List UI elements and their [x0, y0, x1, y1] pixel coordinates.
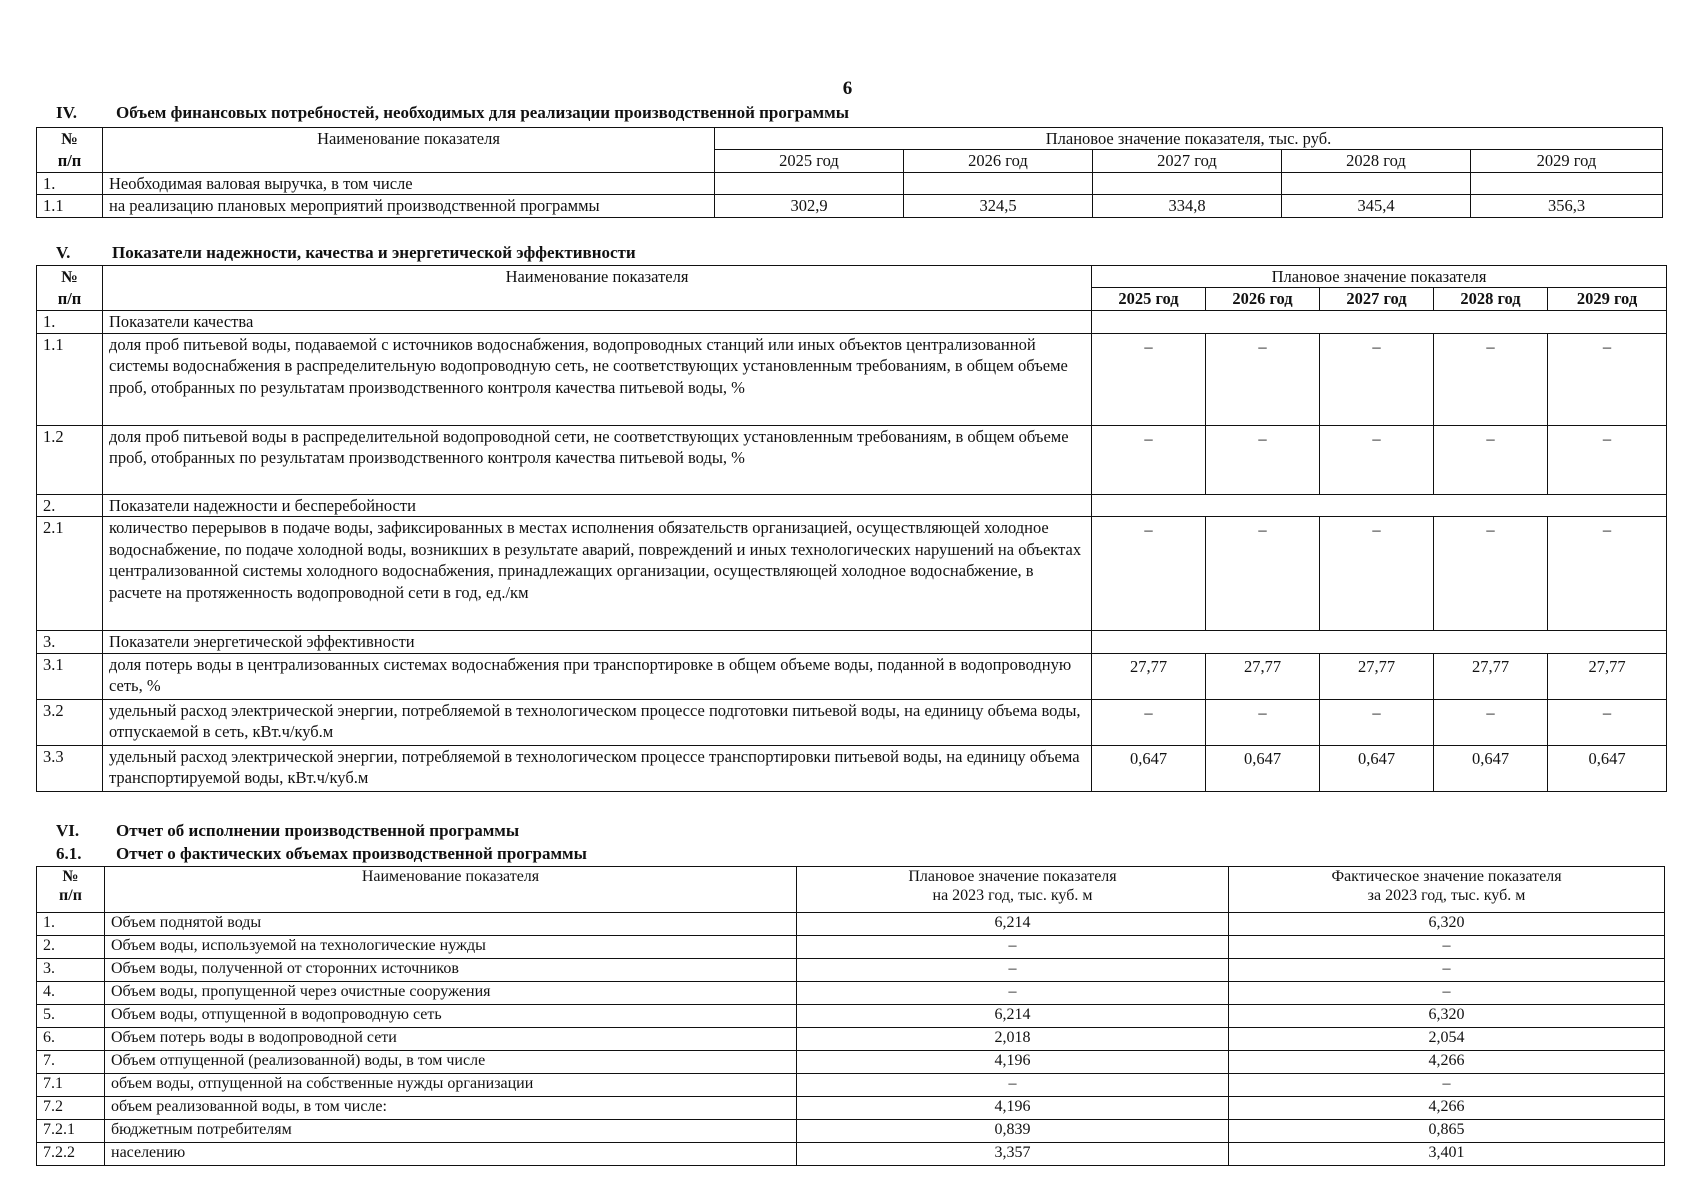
row-name: населению — [105, 1143, 797, 1166]
row-value: – — [1206, 699, 1320, 745]
row-fact: – — [1229, 1074, 1665, 1097]
table-row — [37, 1051, 1665, 1074]
row-value: – — [1434, 333, 1548, 425]
row-name: на реализацию плановых мероприятий производственной программы — [103, 195, 715, 217]
row-plan: 6,214 — [797, 913, 1229, 936]
row-value: – — [1320, 333, 1434, 425]
row-number: 7.2 — [37, 1097, 105, 1120]
table-row — [37, 425, 1667, 494]
table-group-row — [37, 494, 1667, 516]
row-fact: 6,320 — [1229, 913, 1665, 936]
row-number: 1.2 — [37, 425, 103, 494]
row-fact: 4,266 — [1229, 1051, 1665, 1074]
row-name: доля проб питьевой воды, подаваемой с источников водоснабжения, водопроводных станций или иных объектов централизованной системы водоснабжения в распределительную водопроводную сеть, не соответствующих установленным требованиям, в общем объеме проб, отобранных по результатам производственного контроля качества питьевой воды, % — [103, 333, 1092, 425]
col-plan-header — [797, 867, 1229, 913]
col-plan-header-line-2: на 2023 год, тыс. куб. м — [932, 887, 1093, 905]
col-num-header-2: п/п — [37, 150, 103, 172]
row-value: 27,77 — [1434, 653, 1548, 699]
table-row — [37, 1005, 1665, 1028]
section-4-title: Объем финансовых потребностей, необходимых для реализации производственной программы — [116, 103, 849, 122]
row-name: Объем воды, пропущенной через очистные сооружения — [105, 982, 797, 1005]
table-row — [37, 982, 1665, 1005]
table-row — [37, 1074, 1665, 1097]
row-number: 2. — [37, 936, 105, 959]
row-name: бюджетным потребителям — [105, 1120, 797, 1143]
row-value: 334,8 — [1093, 195, 1282, 217]
year-header: 2029 год — [1548, 288, 1667, 311]
row-number: 2.1 — [37, 517, 103, 631]
group-empty-cell — [1092, 494, 1667, 516]
row-name: доля проб питьевой воды в распределительной водопроводной сети, не соответствующих установленным требованиям, в общем объеме проб, отобранных по результатам производственного контроля качества питьевой воды, % — [103, 425, 1092, 494]
row-plan: 2,018 — [797, 1028, 1229, 1051]
row-value: 302,9 — [715, 195, 904, 217]
row-value: 356,3 — [1471, 195, 1663, 217]
row-name: Необходимая валовая выручка, в том числе — [103, 172, 715, 194]
row-value: – — [1092, 699, 1206, 745]
row-fact: – — [1229, 936, 1665, 959]
row-fact: 2,054 — [1229, 1028, 1665, 1051]
reliability-table — [36, 265, 1667, 792]
row-fact: 4,266 — [1229, 1097, 1665, 1120]
table-row — [37, 959, 1665, 982]
page-number: 6 — [842, 78, 853, 99]
row-fact: – — [1229, 982, 1665, 1005]
row-value: 27,77 — [1320, 653, 1434, 699]
row-fact: 3,401 — [1229, 1143, 1665, 1166]
row-value: 27,77 — [1092, 653, 1206, 699]
row-value: 345,4 — [1282, 195, 1471, 217]
row-name: Объем потерь воды в водопроводной сети — [105, 1028, 797, 1051]
row-value: – — [1548, 699, 1667, 745]
section-6-1-number: 6.1. — [56, 844, 82, 863]
row-value: 0,647 — [1320, 745, 1434, 791]
row-fact: 6,320 — [1229, 1005, 1665, 1028]
row-plan: 4,196 — [797, 1097, 1229, 1120]
col-name-header-empty — [103, 150, 715, 172]
actual-volumes-table — [36, 866, 1665, 1166]
row-number: 5. — [37, 1005, 105, 1028]
row-number: 7.1 — [37, 1074, 105, 1097]
row-plan: 4,196 — [797, 1051, 1229, 1074]
year-header: 2026 год — [904, 150, 1093, 172]
row-value: 0,647 — [1434, 745, 1548, 791]
year-header: 2027 год — [1320, 288, 1434, 311]
table-group-row — [37, 631, 1667, 653]
table-row — [37, 745, 1667, 791]
col-num-header-line-2: п/п — [59, 887, 82, 905]
row-value: – — [1092, 333, 1206, 425]
table-row — [37, 517, 1667, 631]
row-value: – — [1548, 333, 1667, 425]
row-value: – — [1092, 517, 1206, 631]
row-number: 1.1 — [37, 333, 103, 425]
year-header: 2025 год — [715, 150, 904, 172]
row-number: 1. — [37, 172, 103, 194]
row-value: 0,647 — [1092, 745, 1206, 791]
financial-needs-table — [36, 127, 1663, 218]
row-value: 0,647 — [1206, 745, 1320, 791]
row-name: Объем воды, полученной от сторонних источников — [105, 959, 797, 982]
row-value: – — [1434, 517, 1548, 631]
table-row — [37, 653, 1667, 699]
row-name: Показатели качества — [103, 311, 1092, 333]
row-value — [904, 172, 1093, 194]
row-name: Объем поднятой воды — [105, 913, 797, 936]
section-6-1-heading — [56, 844, 587, 864]
row-value — [1471, 172, 1663, 194]
row-number: 1. — [37, 311, 103, 333]
row-value: – — [1320, 699, 1434, 745]
row-plan: – — [797, 959, 1229, 982]
col-fact-header-line-2: за 2023 год, тыс. куб. м — [1367, 887, 1526, 905]
table-row — [37, 172, 1663, 194]
section-5-heading — [56, 243, 636, 263]
row-name: количество перерывов в подаче воды, зафиксированных в местах исполнения обязательств организацией, осуществляющей холодное водоснабжение, по подаче холодной воды, возникших в результате аварий, повреждений и иных технологических нарушений на объектах централизованной системы холодного водоснабжения, принадлежащих организации, осуществляющей холодное водоснабжение, в расчете на протяженность водопроводной сети в год, ед./км — [103, 517, 1092, 631]
table-row — [37, 1120, 1665, 1143]
row-value: 0,647 — [1548, 745, 1667, 791]
year-header: 2028 год — [1282, 150, 1471, 172]
row-number: 7.2.2 — [37, 1143, 105, 1166]
section-6-title: Отчет об исполнении производственной программы — [116, 821, 520, 840]
row-name: Объем воды, отпущенной в водопроводную сеть — [105, 1005, 797, 1028]
col-num-header: № — [37, 266, 103, 288]
row-number: 3. — [37, 959, 105, 982]
row-value: – — [1548, 425, 1667, 494]
col-name-header: Наименование показателя — [103, 266, 1092, 288]
section-5-title: Показатели надежности, качества и энергетической эффективности — [112, 243, 636, 262]
section-6-1-title: Отчет о фактических объемах производственной программы — [116, 844, 587, 863]
row-number: 7.2.1 — [37, 1120, 105, 1143]
section-6-heading — [56, 821, 520, 841]
row-number: 1. — [37, 913, 105, 936]
row-name: Объем отпущенной (реализованной) воды, в том числе — [105, 1051, 797, 1074]
row-value — [1093, 172, 1282, 194]
row-fact: 0,865 — [1229, 1120, 1665, 1143]
row-fact: – — [1229, 959, 1665, 982]
col-num-header-line-1: № — [62, 868, 79, 885]
row-value: – — [1092, 425, 1206, 494]
row-number: 2. — [37, 494, 103, 516]
row-value: – — [1320, 425, 1434, 494]
row-name: Объем воды, используемой на технологические нужды — [105, 936, 797, 959]
table-row — [37, 1143, 1665, 1166]
col-fact-header-line-1: Фактическое значение показателя — [1331, 868, 1562, 885]
group-empty-cell — [1092, 311, 1667, 333]
row-number: 4. — [37, 982, 105, 1005]
col-plan-header-line-1: Плановое значение показателя — [908, 868, 1117, 885]
row-name: доля потерь воды в централизованных системах водоснабжения при транспортировке в общем объеме воды, поданной в водопроводную сеть, % — [103, 653, 1092, 699]
year-header: 2027 год — [1093, 150, 1282, 172]
table-row — [37, 699, 1667, 745]
col-num-header-2: п/п — [37, 288, 103, 311]
row-value: 27,77 — [1548, 653, 1667, 699]
row-number: 3. — [37, 631, 103, 653]
row-name: объем реализованной воды, в том числе: — [105, 1097, 797, 1120]
table-group-row — [37, 311, 1667, 333]
section-6-number: VI. — [56, 821, 80, 840]
row-plan: – — [797, 982, 1229, 1005]
row-plan: 6,214 — [797, 1005, 1229, 1028]
col-name-header: Наименование показателя — [103, 128, 715, 150]
row-plan: 0,839 — [797, 1120, 1229, 1143]
row-value: 324,5 — [904, 195, 1093, 217]
row-value: – — [1548, 517, 1667, 631]
table-row — [37, 1028, 1665, 1051]
year-header: 2026 год — [1206, 288, 1320, 311]
row-value: 27,77 — [1206, 653, 1320, 699]
row-name: удельный расход электрической энергии, потребляемой в технологическом процессе транспортировки питьевой воды, на единицу объема транспортируемой воды, кВт.ч/куб.м — [103, 745, 1092, 791]
row-plan: – — [797, 936, 1229, 959]
row-number: 3.1 — [37, 653, 103, 699]
row-value: – — [1434, 425, 1548, 494]
col-name-header: Наименование показателя — [105, 867, 797, 913]
table-row — [37, 1097, 1665, 1120]
group-empty-cell — [1092, 631, 1667, 653]
row-value: – — [1206, 333, 1320, 425]
row-value — [1282, 172, 1471, 194]
row-value — [715, 172, 904, 194]
row-number: 3.2 — [37, 699, 103, 745]
col-num-header — [37, 867, 105, 913]
year-header: 2028 год — [1434, 288, 1548, 311]
row-plan: 3,357 — [797, 1143, 1229, 1166]
table-row — [37, 936, 1665, 959]
row-value: – — [1206, 517, 1320, 631]
section-5-number: V. — [56, 243, 71, 262]
row-number: 7. — [37, 1051, 105, 1074]
row-name: Показатели надежности и бесперебойности — [103, 494, 1092, 516]
table-row — [37, 333, 1667, 425]
section-4-number: IV. — [56, 103, 77, 122]
row-plan: – — [797, 1074, 1229, 1097]
col-fact-header — [1229, 867, 1665, 913]
col-num-header: № — [37, 128, 103, 150]
col-plan-header: Плановое значение показателя, тыс. руб. — [715, 128, 1663, 150]
section-4-heading — [56, 103, 849, 123]
row-number: 1.1 — [37, 195, 103, 217]
row-value: – — [1320, 517, 1434, 631]
col-name-header-empty — [103, 288, 1092, 311]
year-header: 2029 год — [1471, 150, 1663, 172]
col-plan-header: Плановое значение показателя — [1092, 266, 1667, 288]
table-row — [37, 913, 1665, 936]
row-name: объем воды, отпущенной на собственные нужды организации — [105, 1074, 797, 1097]
table-row — [37, 195, 1663, 217]
year-header: 2025 год — [1092, 288, 1206, 311]
row-value: – — [1206, 425, 1320, 494]
row-number: 6. — [37, 1028, 105, 1051]
row-value: – — [1434, 699, 1548, 745]
row-name: Показатели энергетической эффективности — [103, 631, 1092, 653]
row-name: удельный расход электрической энергии, потребляемой в технологическом процессе подготовки питьевой воды, на единицу объема воды, отпускаемой в сеть, кВт.ч/куб.м — [103, 699, 1092, 745]
row-number: 3.3 — [37, 745, 103, 791]
